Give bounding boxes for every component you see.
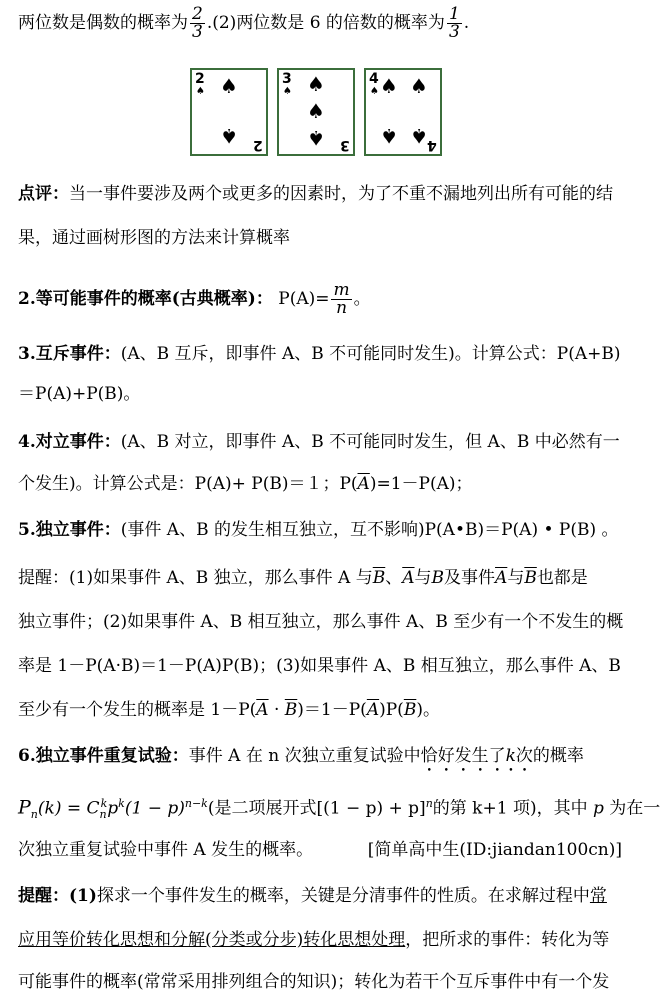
fraction-m-over-n: $\frac{m}{n}$ [333, 280, 350, 318]
section-6-line-3: 次独立重复试验中事件 A 发生的概率。 [简单高中生(ID:jiandan100cn)] [18, 840, 622, 860]
card-two-of-spades: 2 ♠ ♠ ♠ 2 [190, 68, 268, 156]
fraction-one-third: $\frac{1}{3}$ [448, 4, 460, 42]
playing-cards-figure [190, 68, 454, 158]
section-6-binomial-formula: $P_n(k) = C_n^kp^k(1 - p)^{n-k}$(是二项展开式$[(1 - p) + p]^n$的第 k+1 项)，其中 p 为在一 [18, 796, 660, 822]
comment-label: 点评： [18, 184, 69, 204]
spade-icon: ♠ [220, 124, 238, 148]
reminder-line-1: 提醒：(1)如果事件 A、B 独立，那么事件 A 与$\overline{B}$、$\overline{A}$与B及事件$\overline{A}$与$\overline{B}$也都是 [18, 568, 588, 588]
spade-icon: ♠ [410, 74, 428, 98]
section-heading: 6.独立事件重复试验： [18, 746, 189, 766]
reminder-line-4: 至少有一个发生的概率是 $1-P(\overline{A} \cdot \overline{B})=1-P(\overline{A})P(\overline{B})$。 [18, 700, 440, 720]
text: .(2)两位数是 6 的倍数的概率为 [206, 13, 445, 33]
probability-result-line: 两位数是偶数的概率为 $\frac{2}{3}$ .(2)两位数是 6 的倍数的概率为 $\frac{1}{3}$ . [18, 4, 470, 42]
section-2-classical-probability: 2.等可能事件的概率(古典概率)： P(A)= $\frac{m}{n}$ 。 [18, 280, 371, 318]
final-reminder-line-3: 可能事件的概率(常常采用排列组合的知识)；转化为若干个互斥事件中有一个发 [18, 972, 610, 992]
section-3-line-1: 3.互斥事件：(A、B 互斥，即事件 A、B 不可能同时发生)。计算公式：P(A+B) [18, 344, 621, 364]
section-heading: 4.对立事件： [18, 432, 121, 452]
text: 两位数是偶数的概率为 [18, 13, 188, 33]
section-3-line-2: ＝P(A)+P(B)。 [18, 384, 141, 404]
spade-icon: ♠ [380, 74, 398, 98]
reminder-label: 提醒： [18, 886, 69, 906]
spade-icon: ♠ [410, 124, 428, 148]
card-four-of-spades: 4 ♠ ♠ ♠ ♠ ♠ 4 [364, 68, 442, 156]
spade-icon: ♠ [307, 72, 325, 96]
section-heading: 5.独立事件： [18, 520, 121, 540]
reminder-line-2: 独立事件；(2)如果事件 A、B 相互独立，那么事件 A、B 至少有一个不发生的概 [18, 612, 624, 632]
reminder-line-3: 率是 1－P(A·B)＝1－P(A)P(B)；(3)如果事件 A、B 相互独立，那么事件 A、B [18, 656, 621, 676]
card-three-of-spades: 3 ♠ ♠ ♠ ♠ 3 [277, 68, 355, 156]
comment-line-1: 点评：当一事件要涉及两个或更多的因素时，为了不重不漏地列出所有可能的结 [18, 184, 613, 204]
spade-icon: ♠ [380, 124, 398, 148]
section-heading: 2.等可能事件的概率(古典概率)： [18, 289, 273, 309]
section-4-line-2: 个发生)。计算公式是：P(A)+ P(B)＝１；$P(\overline{A})=1-P(A)$； [18, 474, 473, 494]
source-tag: [简单高中生(ID:jiandan100cn)] [367, 840, 622, 860]
fraction-two-thirds: $\frac{2}{3}$ [192, 4, 203, 42]
spade-icon: ♠ [220, 74, 238, 98]
spade-icon: ♠ [307, 126, 325, 150]
comment-line-2: 果，通过画树形图的方法来计算概率 [18, 228, 290, 248]
section-5-independent-events: 5.独立事件：(事件 A、B 的发生相互独立，互不影响)P(A•B)＝P(A) • P(B) 。 [18, 520, 619, 540]
final-reminder-line-1: 提醒：(1)探求一个事件发生的概率，关键是分清事件的性质。在求解过程中常 [18, 886, 607, 906]
reminder-label: 提醒： [18, 568, 69, 588]
final-reminder-line-2: 应用等价转化思想和分解(分类或分步)转化思想处理，把所求的事件：转化为等 [18, 930, 610, 950]
section-4-line-1: 4.对立事件：(A、B 对立，即事件 A、B 不可能同时发生，但 A、B 中必然有一 [18, 432, 620, 452]
section-heading: 3.互斥事件： [18, 344, 121, 364]
section-6-line-1: 6.独立事件重复试验：事件 A 在 n 次独立重复试验中恰好发生了k次的概率 [18, 746, 584, 766]
spade-icon: ♠ [307, 99, 325, 123]
